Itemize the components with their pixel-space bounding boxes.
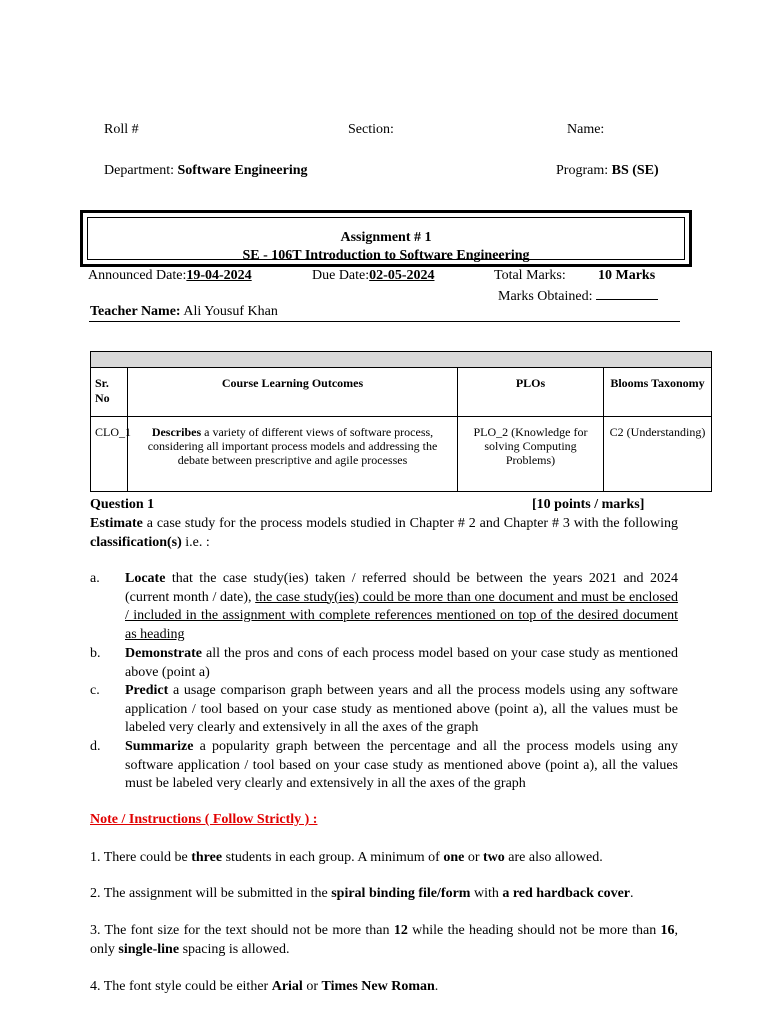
course-title: SE - 106T Introduction to Software Engineering [242,248,530,263]
note-text: spacing is allowed. [179,941,290,957]
total-marks-label: Total Marks: [494,268,566,283]
item-text [125,645,678,682]
table-band-row [91,352,712,368]
item-underlined: the case study(ies) could be more than one document and must be enclosed / included in the assignment with complete references mentioned on top of the desired document as heading [125,589,679,642]
item-body: that the case study(ies) taken / referred should be between the years 2021 and 2024 (current month / date), [125,571,678,605]
intro-classification: classification(s) [90,534,182,550]
cell-outcome [128,417,458,492]
note-text: . [434,979,439,994]
question-intro [90,515,678,552]
table-row [91,417,712,492]
teacher-value: Ali Yousuf Khan [183,304,278,319]
outcome-verb: Describes [151,425,202,439]
note-text: 2. The assignment will be submitted in the [90,886,332,901]
item-body: all the pros and cons of each process model based on your case study as mentioned above (point a) [125,646,678,680]
note-3 [90,922,678,959]
total-marks-value: 10 Marks [598,268,656,283]
name-label: Name: [567,122,605,137]
note-text: 4. The font style could be either [90,979,272,994]
announced-value: 19-04-2024 [186,268,252,283]
item-label: a. [90,571,100,586]
note-bold: Times New Roman [321,979,435,994]
note-text: are also allowed. [504,850,603,865]
item-text [125,682,678,738]
header-plos: PLOs [458,368,604,417]
marks-obtained-label: Marks Obtained: [498,289,593,304]
question-title: Question 1 [90,497,155,512]
note-bold: two [483,850,505,865]
note-2 [90,886,634,902]
item-body: a usage comparison graph between years and all the process models using any software application / tool based on your case study as mentioned above (point a), all the values must be labeled very clearly and extensively in all the axes of the graph [125,683,678,736]
department-line [104,163,308,179]
announced-label: Announced Date: [88,268,187,283]
title-inner-border [87,217,685,263]
note-bold: 12 [393,923,408,938]
intro-verb: Estimate [90,516,143,531]
note-bold: 16 [660,923,675,938]
note-text: or [464,850,483,865]
table-band [91,352,712,368]
section-label: Section: [348,122,394,137]
header-sr-no: Sr. No [91,368,128,417]
cell-blooms: C2 (Understanding) [604,417,712,492]
item-verb: Summarize [125,739,194,754]
note-bold: one [443,850,465,865]
note-bold: Arial [271,979,303,994]
item-label: b. [90,646,101,661]
note-text: or [302,979,322,994]
due-date [312,268,434,284]
marks-obtained [498,287,658,305]
teacher-divider [89,321,680,322]
roll-label: Roll # [104,122,139,137]
table-header-row [91,368,712,417]
clo-table [90,351,712,492]
note-bold: single-line [118,941,180,957]
cell-plo: PLO_2 (Knowledge for solving Computing Problems) [458,417,604,492]
department-label: Department: [104,163,174,178]
note-text: with [470,886,503,901]
marks-obtained-blank [596,287,658,300]
item-verb: Predict [125,683,169,698]
due-value: 02-05-2024 [369,268,435,283]
assignment-title-box [80,210,692,267]
notes-heading: Note / Instructions ( Follow Strictly ) : [90,812,318,827]
note-bold: three [191,850,223,865]
note-text: while the heading should not be more than [407,923,661,938]
note-1 [90,850,603,866]
announced-date [88,268,252,284]
teacher-label: Teacher Name: [90,304,181,319]
header-clo: Course Learning Outcomes [128,368,458,417]
note-4 [90,979,438,995]
note-text: 3. The font size for the text should not be more than [90,923,394,938]
item-label: c. [90,683,100,698]
outcome-text: a variety of different views of software process, considering all important process models and addressing the debate between prescriptive and agile processes [147,425,438,467]
note-text: , only [90,923,679,957]
intro-text: a case study for the process models studied in Chapter # 2 and Chapter # 3 with the following [142,516,678,531]
note-text: 1. There could be [90,850,192,865]
intro-end: i.e. : [181,534,210,550]
item-body: a popularity graph between the percentage and all the process models using any software application / tool based on your case study as mentioned above (point a), all the values must be labeled very clearly and extensively in all the axes of the graph [125,739,678,792]
item-text [125,570,678,644]
due-label: Due Date: [312,268,370,283]
assignment-number: Assignment # 1 [340,230,432,245]
item-verb: Demonstrate [125,646,202,661]
header-blooms: Blooms Taxonomy [604,368,712,417]
program-line [556,163,659,179]
department-value: Software Engineering [177,163,308,178]
teacher-line [90,304,278,320]
item-verb: Locate [125,571,166,586]
question-points: [10 points / marks] [532,497,645,512]
note-bold: a red hardback cover [502,886,631,901]
program-label: Program: [556,163,609,178]
note-text: . [630,886,634,901]
note-text: students in each group. A minimum of [222,850,444,865]
cell-sr: CLO_1 [91,417,128,492]
program-value: BS (SE) [611,163,659,178]
item-label: d. [90,739,101,754]
item-text [125,738,678,794]
note-bold: spiral binding file/form [331,886,471,901]
